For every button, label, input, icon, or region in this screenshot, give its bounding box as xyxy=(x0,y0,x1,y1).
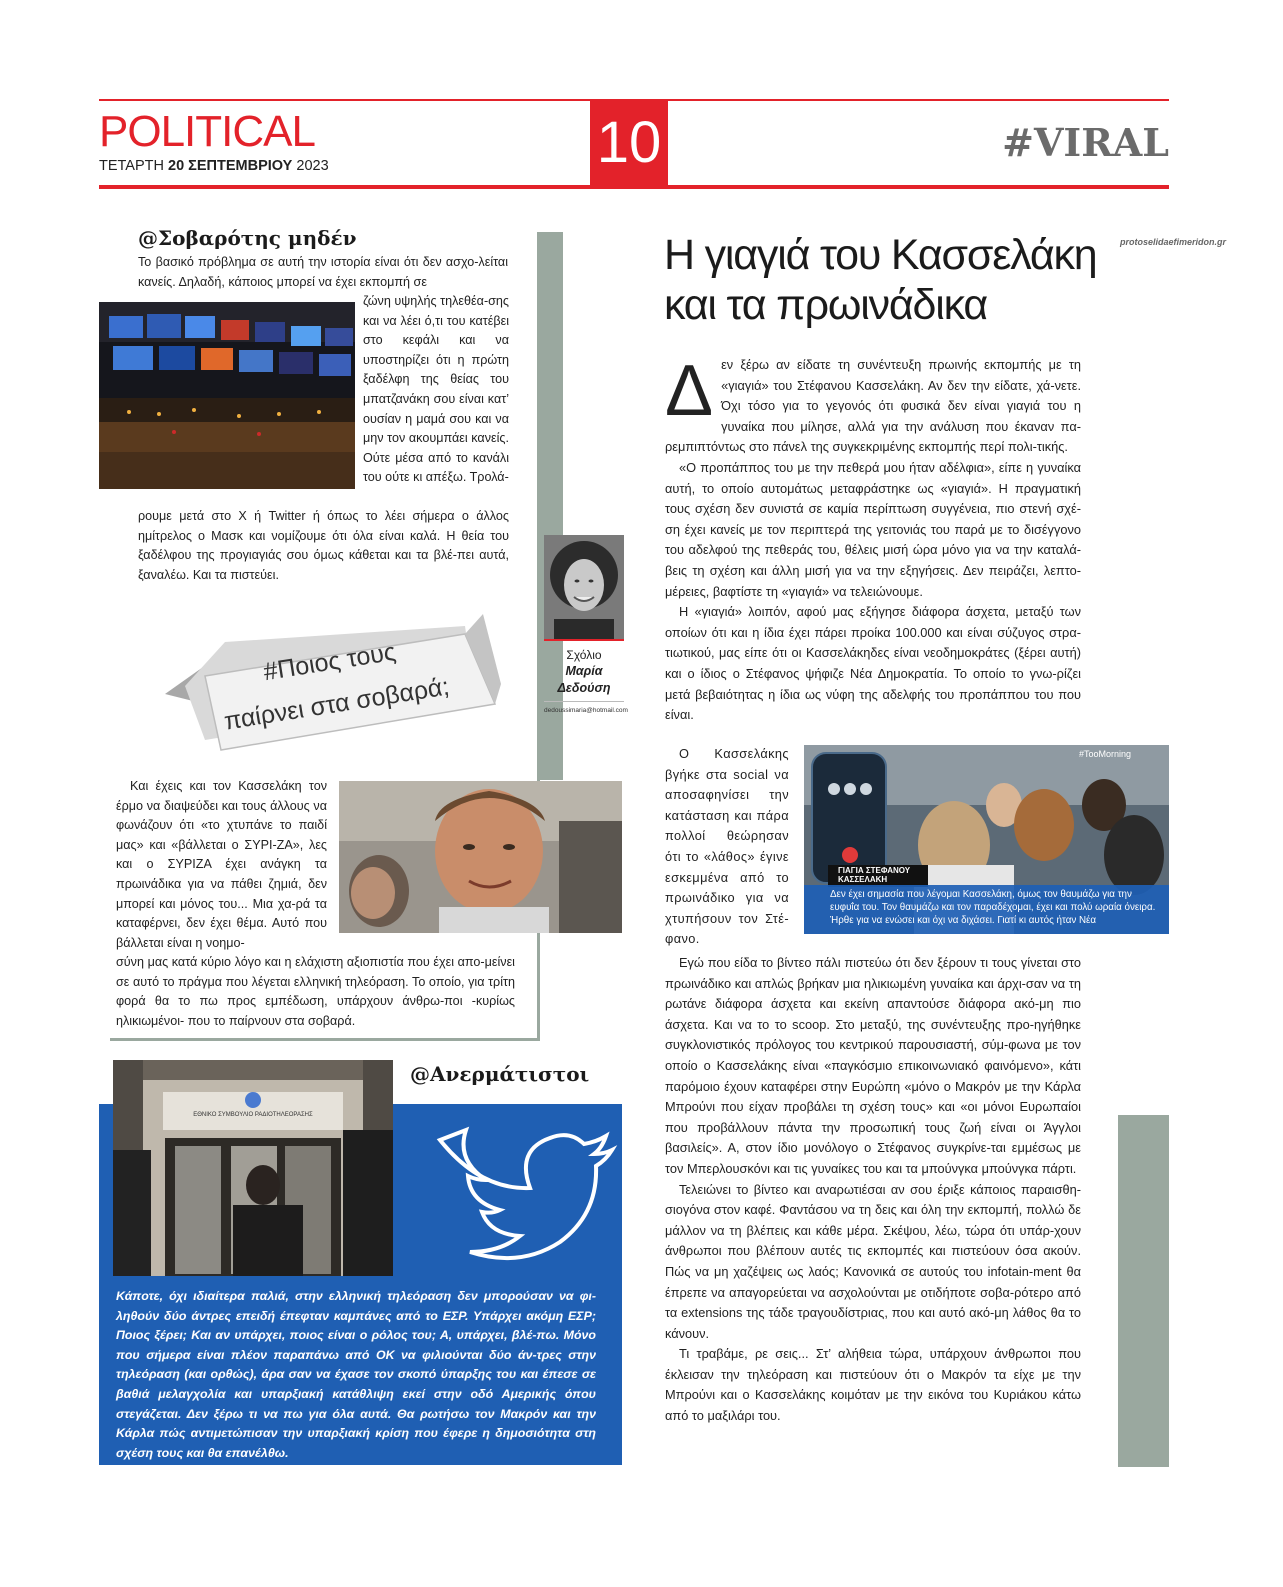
columnist-first-name: Μαρία xyxy=(565,664,603,678)
article-p4: Ο Κασσελάκης βγήκε στα social να αποσαφηνίσει την κατάσταση και πάρα πολλοί θεώρησαν ότι το «λάθος» έγινε εσκεμμένα από το πρωινάδικο για να χτυπήσουν τον Στέ-φανο. xyxy=(665,746,789,947)
left-top-text-1: Το βασικό πρόβλημα σε αυτή την ιστορία είναι ότι δεν ασχο-λείται κανείς. Δηλαδή, κάποιος μπορεί να έχει εκπομπή σε xyxy=(138,255,508,289)
article-lead: εν ξέρω αν είδατε τη συνέντευξη πρωινής εκπομπής με τη «γιαγιά» του Στέφανου Κασσελάκη. Αν δεν την είδατε, χά-νετε. Όχι τόσο για το γεγονός ότι φυσικά δεν είναι γιαγιά του η γυναίκα που μίλησε, αλλά για την ανάλυση που έκαναν πα-ρεμπιπτόντως στο πάνελ της συγκεκριμένης εκπομπής περί πολι-τικής. xyxy=(665,357,1081,455)
left-top-para-narrow xyxy=(363,292,509,488)
left-frame-bottom xyxy=(110,1038,540,1041)
brand-logo: POLITICAL xyxy=(99,107,315,156)
video-name-tag-2: ΚΑΣΣΕΛΑΚΗ xyxy=(838,875,888,884)
left-mid-para-narrow xyxy=(116,777,327,953)
dateline-year: 2023 xyxy=(296,158,329,174)
tv-control-room-photo xyxy=(99,302,355,489)
article-headline xyxy=(664,230,1134,330)
left-top-text-narrow: ζώνη υψηλής τηλεθέα-σης και να λέει ό,τι του κατέβει στο κεφάλι και να υποστηρίζει ότι η πρώτη ξαδέλφη της θείας του μπατζανάκη σου είναι κατ’ ουσίαν η μαμά σου και να μην τον ακουμπάει κανείς. Ούτε μέσα από το κανάλι του ούτε κι απέξω. Τρολά- xyxy=(363,294,509,485)
right-sidebar-bar xyxy=(1118,1115,1169,1467)
article-p4-block xyxy=(665,744,789,950)
tv-video-still xyxy=(804,745,1169,934)
dateline xyxy=(99,158,329,174)
esr-caption: Κάποτε, όχι ιδιαίτερα παλιά, στην ελληνική τηλεόραση δεν μπορούσαν να φι-ληθούν δύο άντρες επειδή έπεφταν καμπάνες από το ΕΣΡ. Υπάρχει ακόμη ΕΣΡ; Ποιος ξέρει; Και αν υπάρχει, ποιος είναι ο ρόλος του; Α, υπάρχει, βλέ-πω. Μόνο που σήμερα είναι πλέον παραπάνω από ΟΚ να φιλιούνται δύο άν-τρες στην τηλεόραση (και ορθώς), άρα σαν να έχασε τον σκοπό ύπαρξης του και έπεσε σε βαθιά μελαγχολία και υπαρξιακή κατάθλιψη εκεί στην οδό Αμερικής όπου στεγάζεται. Δεν ξέρω τι να πω για όλα αυτά. Θα ρωτήσω τον Μακρόν και την Κάρλα πώς αντιμετώπισαν την υπαρξιακή κρίση που έφερε η δημοσιότητα στη σχέση τους και θα επανέλθω. xyxy=(116,1289,596,1460)
handle-sovarotis: @Σοβαρότης μηδέν xyxy=(138,226,357,250)
dateline-day: ΤΕΤΑΡΤΗ xyxy=(99,158,164,174)
video-tag: #TooMorning xyxy=(1078,749,1131,759)
handle-anermatistoi: @Ανερμάτιστοι xyxy=(410,1062,590,1086)
section-title: #VIRAL xyxy=(1002,120,1169,165)
watermark: protoselidaefimeridon.gr xyxy=(1120,237,1227,247)
columnist-email-rule xyxy=(544,701,624,702)
article-p7: Τι τραβάμε, ρε σεις... Στ’ αλήθεια τώρα, υπάρχουν άνθρωποι που έκλεισαν την τηλεόραση και πιστεύουν ότι ο Μακρόν τα είχε με την Μπρούνι και ο Κασσελάκης κοιμόταν με την εικόνα του Κυριάκου κάτω από το μαξιλάρι του. xyxy=(665,1346,1081,1424)
headline-line-1: Η γιαγιά του Κασσελάκη xyxy=(664,231,1097,279)
headline-line-2: και τα πρωινάδικα xyxy=(664,281,988,329)
article-lead-block xyxy=(665,351,1081,726)
left-mid-para-full xyxy=(116,953,515,1031)
article-tail-block xyxy=(665,953,1081,1427)
hashtag-banner xyxy=(165,612,510,758)
article-p3: Η «γιαγιά» λοιπόν, αφού μας εξήγησε διάφορα άσχετα, μεταξύ των οποίων ότι και η ίδια έχει πάρει προίκα 100.000 και είναι σύζυγος στρα-τιωτικού, μας είπε ότι οι Κασσελάκηδες είναι νεοδημοκράτες (ξέρει αυτή) και ο ίδιος ο Στέφανος ψήφιζε Νέα Δημοκρατία. Το οποίο το γνω-ρίζει μετά βεβαιότητας η ίδια ως νύφη της αδελφής του προπάππου του που είναι. xyxy=(665,604,1081,723)
article-p6: Τελειώνει το βίντεο και αναρωτιέσαι αν σου έριξε κάποιος παραισθη-σιογόνα στον καφέ. Φαντάσου να τη δεις και όλη την εκπομπή, πολλώ δε μάλλον να τη βλέπεις και κάθε μέρα. Σκέψου, λέω, τώρα ότι υπάρ-χουν άνθρωποι που βλέπουν αυτές τις εκπομπές και πιστεύουν όσα ακούν. Πώς να μη χαζέψεις ως λαός; Κανονικά σε αυτούς του infotain-ment θα έπρεπε να απαγορεύεται να ασχολούνται με οτιδήποτε σοβα-ρότερο από τα extensions της τάδε τραγουδίστριας, που και αυτό ακό-μη λάθος θα το κάνουν. xyxy=(665,1181,1081,1341)
left-mid-text-narrow: Και έχεις και τον Κασσελάκη τον έρμο να διαψεύδει και τους άλλους να φωνάζουν ότι «το χτυπάνε το παιδί μας» και «βάλλεται ο ΣΥΡΙ-ΖΑ», λες και ο ΣΥΡΙΖΑ έχει ανάγκη τα πρωινάδικα για να πάθει ζημιά, δεν μπορεί και μόνος του... Μια χα-ρά τα καταφέρνει, δεν έχει θέμα. Αυτό που βάλλεται είναι η νοημο- xyxy=(116,779,327,950)
banner-line-1: #Ποιος τους xyxy=(261,637,398,687)
left-sidebar-bar xyxy=(537,232,563,780)
page-number: 10 xyxy=(590,100,668,186)
article-p5: Εγώ που είδα το βίντεο πάλι πιστεύω ότι δεν ξέρουν τι τους γίνεται στο πρωινάδικο και απλώς βρήκαν μια ηλικιωμένη γυναίκα και άρχι-σαν να τη ρωτάνε διάφορα άσχετα και εκείνη απαντούσε διάφορα ακό-μη πιο άσχετα. Και να το το scoop. Στο μεταξύ, της συνέντευξης προ-ηγήθηκε συγκλονιστικός πρόλογος του κεντρικού παρουσιαστή, σύμ-φωνα με τον οποίο ο Κασσελάκης είναι «παγκόσμιο επικοινωνιακό φαινόμενο», κάτι παρόμοιο έχουν καταφέρει στην Ευρώπη «μόνο ο Μακρόν με την Κάρλα Μπρούνι που είχαν προβάλει τη σχέση τους» και «οι μόνοι Ευρωπαίοι που προβάλλουν πάντα την προσωπική τους ζωή είναι οι Άγγλοι βασιλείς». Α, στον ίδιο μονόλογο ο Στέφανος συγκρίνε-ται εμμέσως με τον Μπερλουσκόνι και τις γυναίκες του και τα μπούνγκα μπούνγκα πάρτι. xyxy=(665,955,1081,1176)
left-mid-text-full: σύνη μας κατά κύριο λόγο και η ελάχιστη αξιοπιστία που έχει απο-μείνει σε αυτό το πράγμα που λέγεται ελληνική τηλεόραση. Το οποίο, για τρίτη φορά θα το πω προς εμπέδωση, υπάρχουν άνθρω-ποι -κυρίως ηλικιωμένοι- που το παίρνουν στα σοβαρά. xyxy=(116,955,515,1028)
dateline-date: 20 ΣΕΠΤΕΜΒΡΙΟΥ xyxy=(168,158,293,174)
columnist-last-name: Δεδούση xyxy=(557,681,611,695)
columnist-photo xyxy=(544,535,624,639)
kasselakis-photo xyxy=(339,781,622,933)
columnist-rule xyxy=(544,639,624,641)
esr-building-photo xyxy=(113,1060,393,1276)
esr-sign: ΕΘΝΙΚΟ ΣΥΜΒΟΥΛΙΟ ΡΑΔΙΟΤΗΛΕΟΡΑΣΗΣ xyxy=(193,1112,313,1118)
article-dropcap: Δ xyxy=(665,351,714,431)
video-name-tag-1: ΓΙΑΓΙΑ ΣΤΕΦΑΝΟΥ xyxy=(838,866,911,875)
article-p2: «Ο προπάππος του με την πεθερά μου ήταν αδέλφια», είπε η γυναίκα αυτή, το οποίο αυτομάτως μεταφράστηκε ως «γιαγιά». Η πραγματική τους σχέση δεν συνιστά σε καμία περίπτωση συγγένεια, πιο στενή σχέ-ση έχει κανείς με τον περιπτερά της γειτονιάς του παρά με το δισέγγονο του αδελφού της πεθεράς του, θέλεις μισή ώρα μόνο για να την καταλά-βεις τη σχέση και άλλη μισή για να την εξηγήσεις. Δεν πειράζει, λεπτο-μέρειες, βαφτίστε τη «γιαγιά» να τελειώνουμε. xyxy=(665,459,1081,599)
columnist-email[interactable]: dedoussimaria@hotmail.com xyxy=(544,707,628,714)
twitter-bird-icon xyxy=(420,1110,620,1270)
columnist-label: Σχόλιο xyxy=(566,648,602,662)
video-subtitle: Δεν έχει σημασία που λέγομαι Κασσελάκη, όμως τον θαυμάζω για την ευφυΐα του. Τον θαυμάζω και τον παραδέχομαι, έχει και πολύ ωραία όνειρα. Ήρθε για να ενώσει και όχι να διχάσει. Γιατί κι αυτός ήταν Νέα xyxy=(830,889,1156,926)
left-top-para-1 xyxy=(138,253,508,292)
banner-line-2: παίρνει στα σοβαρά; xyxy=(222,672,452,736)
left-top-text-2: ρουμε μετά στο Χ ή Twitter ή όπως το λέει σήμερα ο άλλος ημίτρελος ο Μασκ και νομίζουμε ότι όλα είναι καλά. Η θεία του ξαδέλφου της προγιαγιάς σου όμως κάθεται και τα βλέ-πει αυτά, ξαναλέω. Και τα πιστεύει. xyxy=(138,509,509,582)
left-top-para-2 xyxy=(138,507,509,585)
